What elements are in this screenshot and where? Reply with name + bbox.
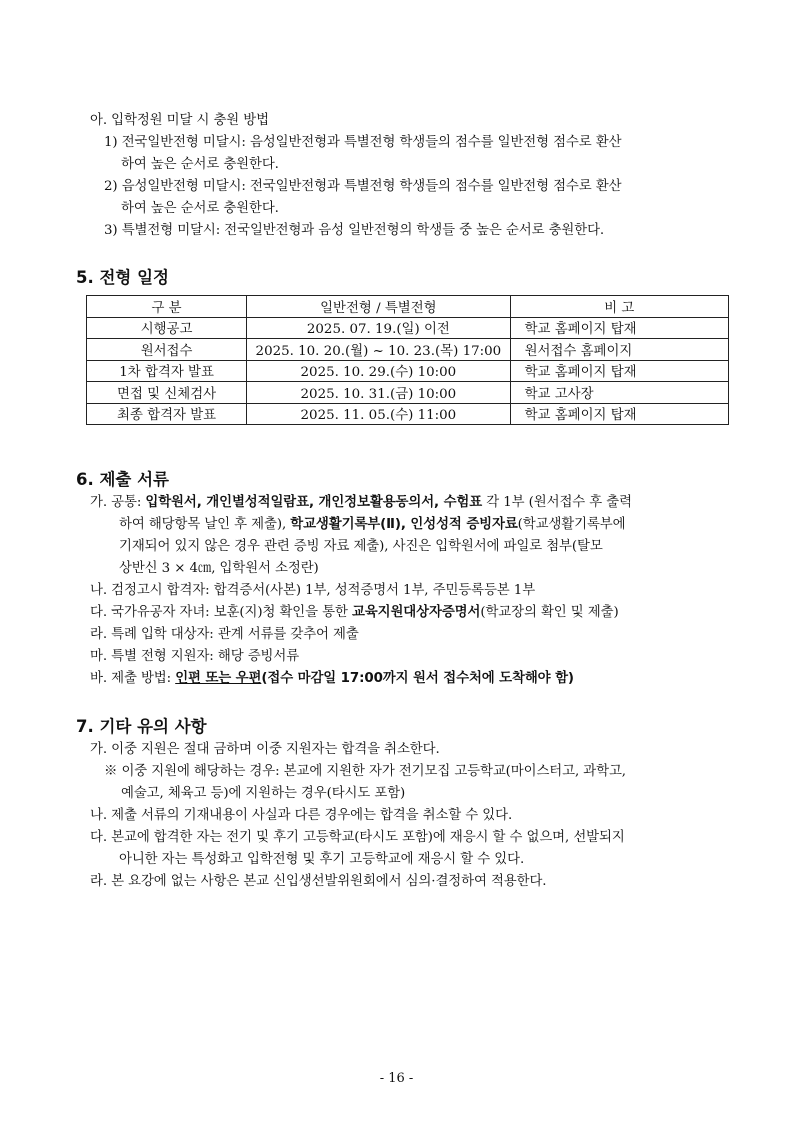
section-6-ma: 마. 특별 전형 지원자: 해당 증빙서류 [90,649,300,664]
table-cell: 학교 홈페이지 탑재 [510,317,728,339]
page-number: - 16 - [379,1071,414,1086]
ga-line2-a: 하여 해당항목 날인 후 제출), [119,517,291,532]
table-cell: 학교 홈페이지 탑재 [510,360,728,382]
schedule-table [86,295,729,425]
da-suffix: (학교장의 확인 및 제출) [480,605,619,620]
section-6-heading: 6. 제출 서류 [76,470,169,489]
section-a-item-1: 1) 전국일반전형 미달시: 음성일반전형과 특별전형 학생들의 점수를 일반전형 점수로 환산 [104,135,622,150]
table-cell: 1차 합격자 발표 [87,360,247,382]
section-a-item-1-cont: 하여 높은 순서로 충원한다. [121,157,279,172]
section-7-da: 다. 본교에 합격한 자는 전기 및 후기 고등학교(타시도 포함)에 재응시 할 수 없으며, 선발되지 [90,830,625,845]
section-6-ba [90,670,574,688]
table-cell: 2025. 07. 19.(일) 이전 [247,317,511,339]
table-cell: 면접 및 신체검사 [87,382,247,404]
table-row [87,360,729,382]
section-6-da [90,604,619,622]
table-header-cell: 비 고 [510,296,728,318]
section-6-ra: 라. 특례 입학 대상자: 관계 서류를 갖추어 제출 [90,627,359,642]
section-6-ga [90,494,632,512]
table-header-row [87,296,729,318]
table-cell: 시행공고 [87,317,247,339]
ba-underline: 인편 또는 우편 [175,671,262,686]
table-cell: 원서접수 홈페이지 [510,339,728,361]
section-6-ga-line3: 기재되어 있지 않은 경우 관련 증빙 자료 제출), 사진은 입학원서에 파일로 첨부(탈모 [119,539,603,554]
table-row [87,382,729,404]
da-prefix: 다. 국가유공자 자녀: 보훈(지)청 확인을 통한 [90,605,352,620]
section-5-heading: 5. 전형 일정 [76,268,169,287]
ga-line2-b: (학교생활기록부에 [517,517,626,532]
table-cell: 원서접수 [87,339,247,361]
section-6-ga-line4: 상반신 3 × 4㎝, 입학원서 소정란) [119,561,319,576]
table-cell: 최종 합격자 발표 [87,403,247,425]
ga-line2-bold: 학교생활기록부(Ⅱ), 인성성적 증빙자료 [290,517,518,532]
table-cell: 2025. 11. 05.(수) 11:00 [247,403,511,425]
section-7-ga: 가. 이중 지원은 절대 금하며 이중 지원자는 합격을 취소한다. [90,742,440,757]
table-cell: 2025. 10. 29.(수) 10:00 [247,360,511,382]
ga-prefix: 가. 공통: [90,495,146,510]
section-6-na: 나. 검정고시 합격자: 합격증서(사본) 1부, 성적증명서 1부, 주민등록등본 1부 [90,583,536,598]
table-header-cell: 일반전형 / 특별전형 [247,296,511,318]
section-7-ra: 라. 본 요강에 없는 사항은 본교 신입생선발위원회에서 심의·결정하여 적용한다. [90,874,547,889]
ga-bold-docs: 입학원서, 개인별성적일람표, 개인정보활용동의서, 수험표 [145,495,483,510]
table-cell: 2025. 10. 31.(금) 10:00 [247,382,511,404]
section-7-heading: 7. 기타 유의 사항 [76,717,207,736]
ba-prefix: 바. 제출 방법: [90,671,176,686]
section-7-note-cont: 예술고, 체육고 등)에 지원하는 경우(타시도 포함) [121,786,406,801]
table-row [87,317,729,339]
ba-bold: (접수 마감일 17:00까지 원서 접수처에 도착해야 함) [261,671,574,686]
section-7-na: 나. 제출 서류의 기재내용이 사실과 다른 경우에는 합격을 취소할 수 있다. [90,808,513,823]
section-a-title: 아. 입학정원 미달 시 충원 방법 [90,113,269,128]
section-a-item-3: 3) 특별전형 미달시: 전국일반전형과 음성 일반전형의 학생들 중 높은 순서로 충원한다. [104,223,605,238]
section-a-item-2: 2) 음성일반전형 미달시: 전국일반전형과 특별전형 학생들의 점수를 일반전형 점수로 환산 [104,179,622,194]
ga-text: 각 1부 (원서접수 후 출력 [482,495,632,510]
da-bold: 교육지원대상자증명서 [351,605,481,620]
table-row [87,339,729,361]
section-7-da-cont: 아니한 자는 특성화고 입학전형 및 후기 고등학교에 재응시 할 수 있다. [119,852,525,867]
section-a-item-2-cont: 하여 높은 순서로 충원한다. [121,201,279,216]
table-cell: 학교 홈페이지 탑재 [510,403,728,425]
table-cell: 학교 고사장 [510,382,728,404]
section-7-note: ※ 이중 지원에 해당하는 경우: 본교에 지원한 자가 전기모집 고등학교(마이스터고, 과학고, [104,764,626,779]
section-6-ga-line2 [119,516,625,534]
table-row [87,403,729,425]
table-cell: 2025. 10. 20.(월) ~ 10. 23.(목) 17:00 [247,339,511,361]
table-header-cell: 구 분 [87,296,247,318]
